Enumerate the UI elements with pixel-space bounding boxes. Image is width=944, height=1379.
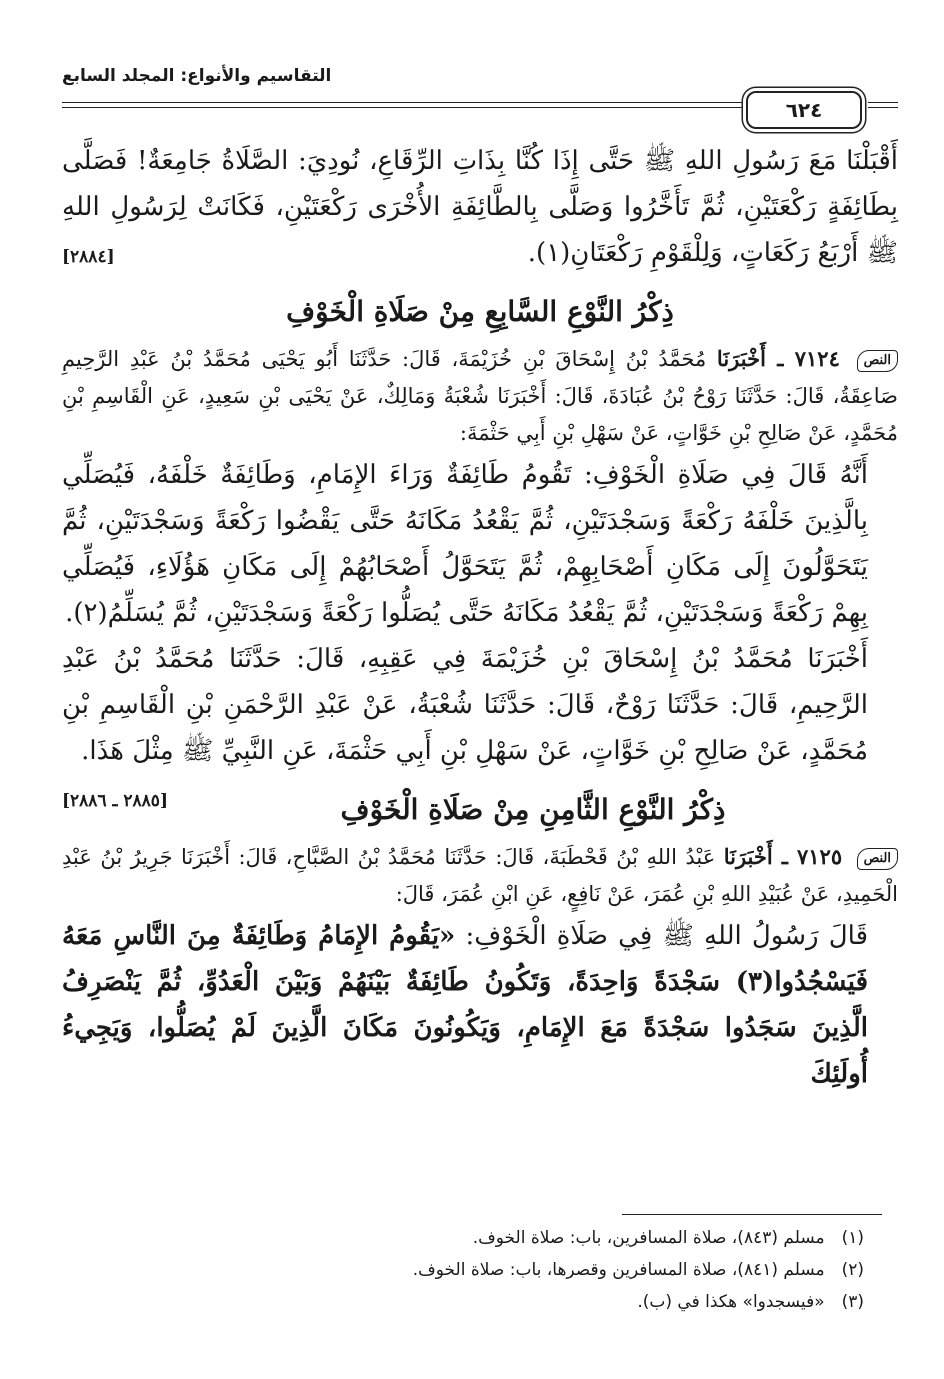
running-title: التقاسيم والأنواع: المجلد السابع bbox=[62, 66, 332, 86]
page-number-frame bbox=[746, 91, 862, 129]
page-header bbox=[62, 66, 898, 122]
hadith-quote-text: «يَقُومُ الإِمَامُ وَطَائِفَةٌ مِنَ النَّاسِ مَعَهُ فَيَسْجُدُوا(٣) سَجْدَةً وَاحِدَةً، وَتَكُونُ طَائِفَةٌ بَيْنَهُمْ وَبَيْنَ الْعَدُوِّ، ثُمَّ يَنْصَرِفُ الَّذِينَ سَجَدُوا سَجْدَةً مَعَ الإِمَامِ، وَيَكُونُونَ مَكَانَ الَّذِينَ لَمْ يُصَلُّوا، وَيَجِيءُ أُولَئِكَ bbox=[62, 921, 868, 1089]
footnote-text: مسلم (٨٤١)، صلاة المسافرين وقصرها، باب: صلاة الخوف. bbox=[412, 1260, 825, 1280]
paragraph-1 bbox=[62, 138, 898, 276]
hadith-chain-text: مُحَمَّدُ بْنُ إِسْحَاقَ بْنِ خُزَيْمَةَ، قَالَ: حَدَّثَنَا أَبُو يَحْيَى مُحَمَّدُ بْنُ عَبْدِ الرَّحِيمِ صَاعِقَةُ، قَالَ: حَدَّثَنَا رَوْحُ بْنُ عُبَادَةَ، قَالَ: أَخْبَرَنَا شُعْبَةُ وَمَالِكٌ، عَنْ يَحْيَى بْنِ سَعِيدٍ، عَنِ الْقَاسِمِ بْنِ مُحَمَّدٍ، عَنْ صَالِحِ بْنِ خَوَّاتٍ، عَنْ سَهْلِ بْنِ أَبِي حَثْمَةَ: bbox=[62, 347, 898, 445]
page-number: ٦٢٤ bbox=[785, 98, 823, 122]
reference-number: [٢٨٨٥ ـ ٢٨٨٦] bbox=[62, 791, 168, 811]
footnotes bbox=[84, 1222, 864, 1318]
footnote-number: (٢) bbox=[841, 1260, 864, 1280]
footnote-divider bbox=[622, 1214, 882, 1215]
hadith-7124-body bbox=[62, 452, 898, 636]
hadith-badge-icon: النص bbox=[857, 848, 898, 870]
footnote-text: «فيسجدوا» هكذا في (ب). bbox=[637, 1292, 825, 1312]
footnote-text: مسلم (٨٤٣)، صلاة المسافرين، باب: صلاة الخوف. bbox=[472, 1228, 825, 1248]
hadith-number: ٧١٢٤ ـ أَخْبَرَنَا bbox=[716, 346, 840, 371]
page bbox=[62, 66, 898, 1097]
section-heading-7: ذِكْرُ النَّوْعِ السَّابِعِ مِنْ صَلَاةِ الْخَوْفِ bbox=[286, 295, 674, 328]
hadith-intro-text: قَالَ رَسُولُ اللهِ ﷺ فِي صَلَاةِ الْخَوْفِ: bbox=[465, 921, 869, 951]
paragraph-1-text: أَقْبَلْنَا مَعَ رَسُولِ اللهِ ﷺ حَتَّى إِذَا كُنَّا بِذَاتِ الرِّقَاعِ، نُودِيَ: الصَّلَاةُ جَامِعَةٌ! فَصَلَّى بِطَائِفَةٍ رَكْعَتَيْنِ، ثُمَّ تَأَخَّرُوا وَصَلَّى بِالطَّائِفَةِ الأُخْرَى رَكْعَتَيْنِ، فَكَانَتْ لِرَسُولِ اللهِ ﷺ أَرْبَعُ رَكَعَاتٍ، وَلِلْقَوْمِ رَكْعَتَانِ(١). bbox=[62, 146, 898, 268]
footnote bbox=[84, 1254, 864, 1286]
hadith-badge-icon: النص bbox=[857, 350, 898, 372]
section-heading-8: ذِكْرُ النَّوْعِ الثَّامِنِ مِنْ صَلَاةِ الْخَوْفِ bbox=[340, 793, 726, 826]
footnote bbox=[84, 1222, 864, 1254]
hadith-7125-body bbox=[62, 913, 898, 1097]
header-rule-right bbox=[868, 102, 898, 108]
footnote-number: (١) bbox=[841, 1228, 864, 1248]
hadith-7124-chain bbox=[62, 340, 898, 452]
hadith-body-text: أَنَّهُ قَالَ فِي صَلَاةِ الْخَوْفِ: تَقُومُ طَائِفَةٌ وَرَاءَ الإِمَامِ، وَطَائِفَةٌ خَلْفَهُ، فَيُصَلِّي بِالَّذِينَ خَلْفَهُ رَكْعَةً وَسَجْدَتَيْنِ، ثُمَّ يَقْعُدُ مَكَانَهُ حَتَّى يَقْضُوا رَكْعَةً وَسَجْدَتَيْنِ، ثُمَّ يَتَحَوَّلُونَ إِلَى مَكَانِ أَصْحَابِهِمْ، ثُمَّ يَتَحَوَّلُ أَصْحَابُهُمْ إِلَى مَكَانِ هَؤُلَاءِ، فَيُصَلِّي بِهِمْ رَكْعَةً وَسَجْدَتَيْنِ، ثُمَّ يَقْعُدُ مَكَانَهُ حَتَّى يُصَلُّوا رَكْعَةً وَسَجْدَتَيْنِ، ثُمَّ يُسَلِّمُ(٢). bbox=[62, 460, 868, 628]
footnote bbox=[84, 1286, 864, 1318]
footnote-number: (٣) bbox=[841, 1292, 864, 1312]
header-rule bbox=[62, 102, 742, 108]
hadith-7125-chain bbox=[62, 838, 898, 913]
hadith-number: ٧١٢٥ ـ أَخْبَرَنَا bbox=[723, 844, 843, 869]
second-chain-text: أَخْبَرَنَا مُحَمَّدُ بْنُ إِسْحَاقَ بْنِ خُزَيْمَةَ فِي عَقِبِهِ، قَالَ: حَدَّثَنَا مُحَمَّدُ بْنُ عَبْدِ الرَّحِيمِ، قَالَ: حَدَّثَنَا رَوْحٌ، قَالَ: حَدَّثَنَا شُعْبَةُ، عَنْ عَبْدِ الرَّحْمَنِ بْنِ الْقَاسِمِ بْنِ مُحَمَّدٍ، عَنْ صَالِحِ بْنِ خَوَّاتٍ، عَنْ سَهْلِ بْنِ أَبِي حَثْمَةَ، عَنِ النَّبِيِّ ﷺ مِثْلَ هَذَا. bbox=[62, 644, 868, 766]
hadith-chain-text: عَبْدُ اللهِ بْنُ قَحْطَبَةَ، قَالَ: حَدَّثَنَا مُحَمَّدُ بْنُ الصَّبَّاحِ، قَالَ: أَخْبَرَنَا جَرِيرُ بْنُ عَبْدِ الْحَمِيدِ، عَنْ عُبَيْدِ اللهِ بْنِ عُمَرَ، عَنْ نَافِعٍ، عَنِ ابْنِ عُمَرَ، قَالَ: bbox=[62, 845, 898, 906]
reference-number: [٢٨٨٤] bbox=[62, 247, 115, 267]
